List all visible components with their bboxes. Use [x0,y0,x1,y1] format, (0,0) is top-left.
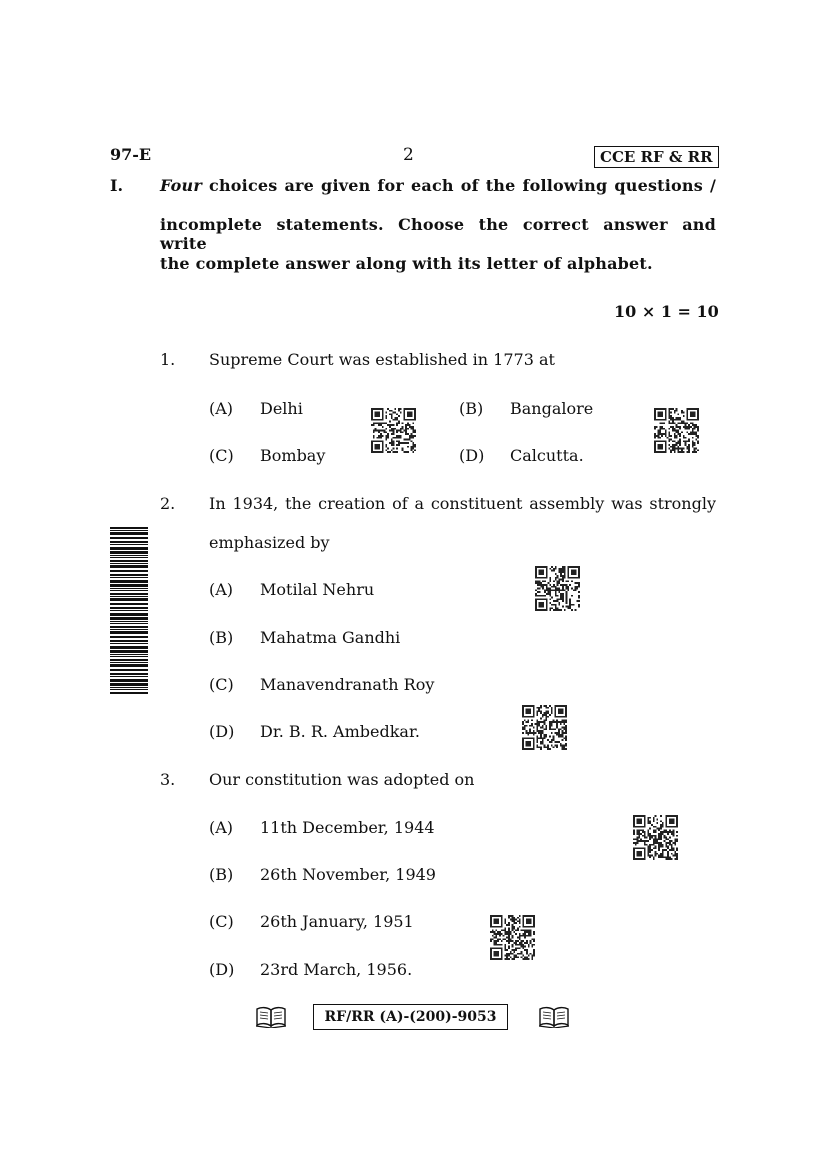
open-book-icon [256,1006,286,1028]
q1-option-c-text: Bombay [260,446,326,465]
q2-option-a-letter: (A) [209,580,234,599]
q1-option-d-text: Calcutta. [510,446,584,465]
q3-option-a-text: 11th December, 1944 [260,818,435,837]
instruction-line-3: the complete answer along with its letter of alphabet. [160,254,653,273]
q3-option-c-text: 26th January, 1951 [260,912,414,931]
series-box: CCE RF & RR [594,146,719,168]
q1-option-c-letter: (C) [209,446,234,465]
qr-code-icon [371,408,416,453]
q3-option-d-letter: (D) [209,960,235,979]
q3-option-b-text: 26th November, 1949 [260,865,436,884]
q3-option-a-letter: (A) [209,818,234,837]
paper-code: 97-E [110,145,152,164]
question-2-number: 2. [160,494,176,513]
qr-code-icon [654,408,699,453]
q1-option-a-letter: (A) [209,399,234,418]
qr-code-icon [490,915,535,960]
page-number: 2 [403,145,414,165]
q3-option-c-letter: (C) [209,912,234,931]
open-book-icon [539,1006,569,1028]
q1-option-b-text: Bangalore [510,399,594,418]
question-2-text-line-1: In 1934, the creation of a constituent assembly was strongly [209,494,716,513]
instruction-line-1 [160,176,716,195]
marks-allocation: 10 × 1 = 10 [614,302,719,321]
qr-code-icon [633,815,678,860]
q2-option-c-text: Manavendranath Roy [260,675,435,694]
question-2-text-line-2: emphasized by [209,533,330,552]
q2-option-c-letter: (C) [209,675,234,694]
q3-option-d-text: 23rd March, 1956. [260,960,413,979]
question-3-number: 3. [160,770,176,789]
barcode-icon [110,527,148,695]
q1-option-d-letter: (D) [459,446,485,465]
qr-code-icon [522,705,567,750]
instruction-line-1-rest: choices are given for each of the following questions / [209,176,716,195]
question-1-text: Supreme Court was established in 1773 at [209,350,555,369]
instruction-emphasis: Four [160,176,203,195]
q2-option-a-text: Motilal Nehru [260,580,375,599]
footer-code-box: RF/RR (A)-(200)-9053 [313,1004,508,1030]
q1-option-b-letter: (B) [459,399,484,418]
section-number: I. [110,176,124,195]
instruction-line-2: incomplete statements. Choose the correct answer and write [160,215,716,253]
question-3-text: Our constitution was adopted on [209,770,475,789]
q3-option-b-letter: (B) [209,865,234,884]
q1-option-a-text: Delhi [260,399,303,418]
q2-option-b-letter: (B) [209,628,234,647]
q2-option-d-text: Dr. B. R. Ambedkar. [260,722,420,741]
qr-code-icon [535,566,580,611]
q2-option-d-letter: (D) [209,722,235,741]
q2-option-b-text: Mahatma Gandhi [260,628,401,647]
question-1-number: 1. [160,350,176,369]
